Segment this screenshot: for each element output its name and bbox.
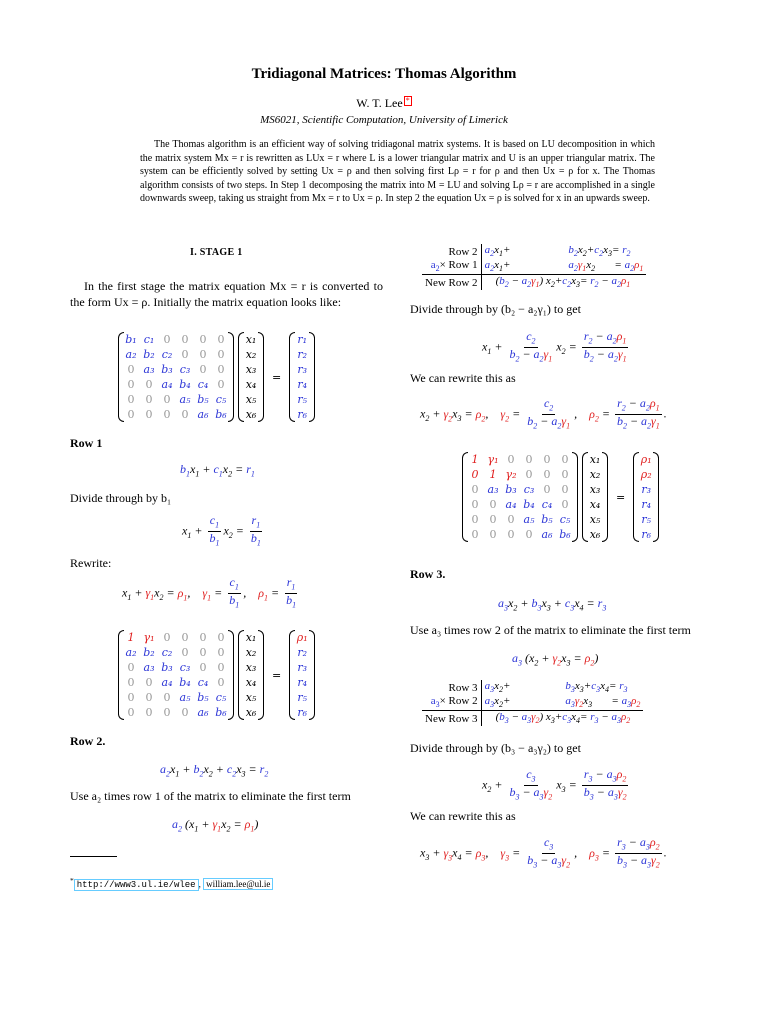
gamma1-rho1-definition: $x_1 + \gamma_1x_2 = \rho_1$, $\gamma_1$ = $\frac{c_1}{b_1}$ , $\rho_1$ = $\frac{r_1}{b_1}$ bbox=[122, 575, 297, 610]
vector-entry: x₂ bbox=[245, 348, 257, 361]
matrix-cell: 1 bbox=[471, 453, 479, 466]
vector-entry: r₆ bbox=[641, 528, 652, 541]
use-a2-text: Use a₂ times row 1 of the matrix to eliminate the first term bbox=[70, 789, 351, 803]
matrix-cell: 0 bbox=[163, 631, 171, 644]
vector-entry: x₁ bbox=[589, 453, 601, 466]
row-label: New Row 3 bbox=[422, 711, 481, 727]
footnote-link[interactable]: * bbox=[405, 96, 410, 105]
tridiagonal-matrix bbox=[118, 332, 234, 422]
matrix-cell: 0 bbox=[525, 468, 533, 481]
matrix-cell: b₅ bbox=[541, 513, 553, 526]
vector-entry: ρ₂ bbox=[640, 468, 652, 481]
matrix-cell: 0 bbox=[181, 348, 189, 361]
matrix-cell: 0 bbox=[145, 676, 153, 689]
gamma2-rho2-definition: $x_2 + \gamma_2x_3 = \rho_2$, $\gamma_2$ = $\frac{c_2}{b_2 - a_2\gamma_1}$ , $\rho_2$ = $\frac{r_2 - a_2\rho_1}{b_2 - a_2\gamma_1}$ . bbox=[420, 396, 667, 431]
matrix-cell: b₃ bbox=[505, 483, 517, 496]
matrix-cell: 0 bbox=[489, 498, 497, 511]
divide-text-3: Divide through by (b₃ − a₃γ₂) to get bbox=[410, 741, 581, 755]
rewrite-text-2: We can rewrite this as bbox=[410, 371, 516, 385]
matrix-cell: 0 bbox=[471, 513, 479, 526]
matrix-cell: 0 bbox=[217, 348, 225, 361]
matrix-cell: b₄ bbox=[523, 498, 535, 511]
matrix-cell: c₃ bbox=[523, 483, 535, 496]
matrix-cell: b₆ bbox=[559, 528, 571, 541]
matrix-cell: 1 bbox=[489, 468, 497, 481]
vector-entry: r₃ bbox=[641, 483, 652, 496]
matrix-cell: 0 bbox=[561, 498, 569, 511]
vector-entry: r₆ bbox=[297, 408, 308, 421]
vector-entry: r₄ bbox=[641, 498, 652, 511]
matrix-cell: b₅ bbox=[197, 393, 209, 406]
vector-entry: r₅ bbox=[297, 393, 308, 406]
matrix-cell: a₂ bbox=[125, 646, 137, 659]
vector-entry: r₃ bbox=[297, 363, 308, 376]
matrix-cell: 0 bbox=[181, 706, 189, 719]
matrix-cell: γ₁ bbox=[487, 453, 499, 466]
vector-entry: x₃ bbox=[589, 483, 601, 496]
matrix-cell: b₁ bbox=[125, 333, 137, 346]
row-operation-table-3: Row 3 $a_3x_2+$ $b_3x_3+c_3x_4= r_3$ $a_3\times$ Row 2 $a_3x_2+$ $a_3\gamma_2x_3$ = $a_3\rho_2$ New Row 3 $(b_3 - a_3\gamma_2)$ $x_3+c_3x_4= r_3 - a_3\rho_2$ bbox=[422, 680, 643, 726]
gamma3-rho3-definition: $x_3 + \gamma_3x_4 = \rho_3$, $\gamma_3$ = $\frac{c_3}{b_3 - a_3\gamma_2}$ , $\rho_3$ = $\frac{r_3 - a_3\rho_2}{b_3 - a_3\gamma_2}$ . bbox=[420, 835, 667, 870]
matrix-cell: 0 bbox=[127, 378, 135, 391]
matrix-cell: 0 bbox=[525, 453, 533, 466]
rho-vector bbox=[633, 452, 659, 542]
matrix-cell: 0 bbox=[561, 483, 569, 496]
vector-entry: x₆ bbox=[245, 408, 257, 421]
matrix-cell: b₂ bbox=[143, 646, 155, 659]
footnote-mark: * bbox=[70, 876, 74, 885]
x-vector bbox=[582, 452, 608, 542]
row3-heading: Row 3. bbox=[410, 567, 446, 581]
r-vector bbox=[289, 332, 315, 422]
vector-entry: ρ₁ bbox=[640, 453, 652, 466]
matrix-cell: 0 bbox=[471, 498, 479, 511]
vector-entry: x₆ bbox=[589, 528, 601, 541]
matrix-cell: a₆ bbox=[541, 528, 553, 541]
row2-heading: Row 2. bbox=[70, 734, 106, 748]
matrix-equation-2: 1 γ₁ 0 0 0 0 a₂ b₂ c₂ 0 0 0 0 a₃ b₃ c₃ 0 0 0 0 a₄ b₄ c₄ 0 0 0 0 a₅ b₅ c₅ 0 0 0 0 a₆ b₆ x₁ x₂ x₃ x₄ x₅ x₆ = ρ₁ r₂ r₃ r₄ r₅ r₆ bbox=[118, 630, 315, 720]
vector-entry: ρ₁ bbox=[296, 631, 308, 644]
paper-title: Tridiagonal Matrices: Thomas Algorithm bbox=[251, 66, 517, 82]
vector-entry: r₁ bbox=[297, 333, 308, 346]
matrix-cell: c₃ bbox=[179, 661, 191, 674]
matrix-cell: a₆ bbox=[197, 706, 209, 719]
matrix-cell: 0 bbox=[543, 483, 551, 496]
matrix-cell: a₃ bbox=[143, 363, 155, 376]
matrix-cell: 0 bbox=[471, 528, 479, 541]
footnote-rule bbox=[70, 856, 117, 857]
x-vector bbox=[238, 332, 264, 422]
matrix-cell: 0 bbox=[217, 333, 225, 346]
matrix-cell: c₅ bbox=[215, 393, 227, 406]
vector-entry: r₃ bbox=[297, 661, 308, 674]
matrix-cell: γ₁ bbox=[143, 631, 155, 644]
matrix-cell: 0 bbox=[199, 333, 207, 346]
matrix-cell: 0 bbox=[217, 378, 225, 391]
matrix-cell: c₅ bbox=[215, 691, 227, 704]
row3-equation: $a_3x_2 + b_3x_3 + c_3x_4 = r_3$ bbox=[498, 596, 607, 613]
row-label: New Row 2 bbox=[422, 275, 481, 291]
matrix-cell: c₅ bbox=[559, 513, 571, 526]
intro-paragraph: In the first stage the matrix equation Mx = r is converted to the form Ux = ρ. Initially the matrix equation looks like: bbox=[70, 279, 383, 309]
vector-entry: r₄ bbox=[297, 378, 308, 391]
matrix-cell: 0 bbox=[471, 483, 479, 496]
matrix-cell: 0 bbox=[199, 646, 207, 659]
matrix-cell: 0 bbox=[181, 646, 189, 659]
matrix-cell: 0 bbox=[145, 378, 153, 391]
matrix-cell: 0 bbox=[507, 513, 515, 526]
rewrite-label: Rewrite: bbox=[70, 556, 112, 570]
vector-entry: r₅ bbox=[641, 513, 652, 526]
a3-multiplied-row2: $a_3$ $(x_2 + \gamma_2x_3 = \rho_2)$ bbox=[512, 651, 599, 668]
matrix-cell: b₃ bbox=[161, 363, 173, 376]
matrix-cell: c₂ bbox=[161, 646, 173, 659]
row2-equation: $a_2x_1 + b_2x_2 + c_2x_3 = r_2$ bbox=[160, 762, 269, 779]
matrix-cell: c₂ bbox=[161, 348, 173, 361]
matrix-after-row2 bbox=[462, 452, 578, 542]
matrix-cell: 0 bbox=[217, 661, 225, 674]
vector-entry: r₅ bbox=[297, 691, 308, 704]
matrix-cell: a₅ bbox=[179, 691, 191, 704]
matrix-cell: 0 bbox=[145, 393, 153, 406]
matrix-cell: c₃ bbox=[179, 363, 191, 376]
matrix-cell: 0 bbox=[217, 646, 225, 659]
matrix-cell: b₃ bbox=[161, 661, 173, 674]
divided-row2: $x_1$ + $\frac{c_2}{b_2 - a_2\gamma_1}$ $x_2$ = $\frac{r_2 - a_2\rho_1}{b_2 - a_2\gamma_1}$ bbox=[482, 329, 627, 364]
matrix-cell: a₃ bbox=[487, 483, 499, 496]
vector-entry: x₅ bbox=[245, 393, 257, 406]
matrix-cell: 0 bbox=[199, 348, 207, 361]
matrix-cell: b₄ bbox=[179, 378, 191, 391]
x-vector bbox=[238, 630, 264, 720]
matrix-cell: b₅ bbox=[197, 691, 209, 704]
matrix-cell: 0 bbox=[199, 363, 207, 376]
matrix-cell: a₅ bbox=[179, 393, 191, 406]
a2-multiplied-row1: $a_2$ $(x_1 + \gamma_1x_2 = \rho_1)$ bbox=[172, 817, 259, 834]
matrix-cell: 0 bbox=[217, 631, 225, 644]
matrix-cell: 0 bbox=[163, 706, 171, 719]
homepage-link[interactable]: http://www3.ul.ie/wlee bbox=[74, 879, 199, 891]
divided-row1: $x_1$ + $\frac{c_1}{b_1}$ $x_2$ = $\frac{r_1}{b_1}$ bbox=[182, 513, 261, 548]
author-line bbox=[0, 96, 768, 111]
row-label: Row 3 bbox=[422, 680, 481, 695]
matrix-cell: a₂ bbox=[125, 348, 137, 361]
vector-entry: x₂ bbox=[589, 468, 601, 481]
matrix-cell: 0 bbox=[561, 453, 569, 466]
vector-entry: r₆ bbox=[297, 706, 308, 719]
matrix-cell: 0 bbox=[145, 691, 153, 704]
row-operation-table-2: Row 2 $a_2x_1+$ $b_2x_2+c_2x_3= r_2$ $a_2\times$ Row 1 $a_2x_1+$ $a_2\gamma_1x_2$ = $a_2\rho_1$ New Row 2 $(b_2 - a_2\gamma_1)$ $x_2+c_2x_3= r_2 - a_2\rho_1$ bbox=[422, 244, 646, 290]
matrix-cell: 0 bbox=[489, 513, 497, 526]
matrix-cell: 0 bbox=[471, 468, 479, 481]
matrix-cell: b₂ bbox=[143, 348, 155, 361]
matrix-cell: a₅ bbox=[523, 513, 535, 526]
matrix-cell: 0 bbox=[163, 393, 171, 406]
vector-entry: x₁ bbox=[245, 631, 257, 644]
matrix-cell: 0 bbox=[145, 706, 153, 719]
matrix-cell: 0 bbox=[543, 453, 551, 466]
row1-heading: Row 1 bbox=[70, 436, 103, 450]
vector-entry: r₄ bbox=[297, 676, 308, 689]
vector-entry: x₄ bbox=[589, 498, 601, 511]
matrix-cell: a₄ bbox=[161, 676, 173, 689]
matrix-cell: a₄ bbox=[505, 498, 517, 511]
divide-b1: Divide through by b₁ bbox=[70, 491, 172, 505]
matrix-cell: 0 bbox=[561, 468, 569, 481]
matrix-cell: c₄ bbox=[197, 676, 209, 689]
affiliation: MS6021, Scientific Computation, University of Limerick bbox=[260, 114, 508, 126]
matrix-cell: 0 bbox=[507, 528, 515, 541]
section-heading: I. STAGE 1 bbox=[190, 247, 243, 258]
matrix-cell: 0 bbox=[127, 408, 135, 421]
matrix-cell: 0 bbox=[525, 528, 533, 541]
matrix-cell: 0 bbox=[181, 631, 189, 644]
matrix-cell: 0 bbox=[127, 676, 135, 689]
matrix-cell: b₆ bbox=[215, 706, 227, 719]
vector-entry: x₃ bbox=[245, 661, 257, 674]
matrix-cell: c₄ bbox=[541, 498, 553, 511]
matrix-cell: 1 bbox=[127, 631, 135, 644]
use-a3-text: Use a₃ times row 2 of the matrix to eliminate the first term bbox=[410, 623, 691, 637]
matrix-cell: 0 bbox=[181, 333, 189, 346]
vector-entry: x₁ bbox=[245, 333, 257, 346]
matrix-cell: 0 bbox=[489, 528, 497, 541]
divided-row3: $x_2$ + $\frac{c_3}{b_3 - a_3\gamma_2}$ $x_3$ = $\frac{r_3 - a_3\rho_2}{b_3 - a_3\gamma_2}$ bbox=[482, 767, 627, 802]
matrix-cell: b₄ bbox=[179, 676, 191, 689]
rho-vector bbox=[289, 630, 315, 720]
email-link[interactable]: william.lee@ul.ie bbox=[203, 878, 273, 890]
vector-entry: r₂ bbox=[297, 348, 308, 361]
matrix-cell: 0 bbox=[127, 363, 135, 376]
row-label: Row 2 bbox=[422, 244, 481, 259]
vector-entry: x₃ bbox=[245, 363, 257, 376]
footnote: * http://www3.ul.ie/wlee , william.lee@ul.ie bbox=[70, 876, 273, 890]
matrix-cell: 0 bbox=[163, 408, 171, 421]
matrix-cell: b₆ bbox=[215, 408, 227, 421]
vector-entry: x₂ bbox=[245, 646, 257, 659]
matrix-cell: 0 bbox=[199, 631, 207, 644]
vector-entry: x₆ bbox=[245, 706, 257, 719]
matrix-cell: 0 bbox=[507, 453, 515, 466]
matrix-equation-1: b₁ c₁ 0 0 0 0 a₂ b₂ c₂ 0 0 0 0 a₃ b₃ c₃ 0 0 0 0 a₄ b₄ c₄ 0 0 0 0 a₅ b₅ c₅ 0 0 0 0 a₆ b₆ x₁ x₂ x₃ x₄ x₅ x₆ = r₁ r₂ r₃ r₄ r₅ r₆ bbox=[118, 332, 315, 422]
matrix-cell: 0 bbox=[217, 676, 225, 689]
matrix-cell: 0 bbox=[543, 468, 551, 481]
matrix-cell: 0 bbox=[145, 408, 153, 421]
matrix-cell: 0 bbox=[127, 661, 135, 674]
matrix-cell: 0 bbox=[163, 691, 171, 704]
vector-entry: x₅ bbox=[245, 691, 257, 704]
matrix-cell: 0 bbox=[127, 393, 135, 406]
matrix-cell: γ₂ bbox=[505, 468, 517, 481]
rewrite-text-3: We can rewrite this as bbox=[410, 809, 516, 823]
matrix-cell: a₆ bbox=[197, 408, 209, 421]
matrix-cell: 0 bbox=[181, 408, 189, 421]
matrix-cell: c₁ bbox=[143, 333, 155, 346]
matrix-cell: a₃ bbox=[143, 661, 155, 674]
vector-entry: r₂ bbox=[297, 646, 308, 659]
matrix-equation-3: 1 γ₁ 0 0 0 0 0 1 γ₂ 0 0 0 0 a₃ b₃ c₃ 0 0 0 0 a₄ b₄ c₄ 0 0 0 0 a₅ b₅ c₅ 0 0 0 0 a₆ b₆ x₁ x₂ x₃ x₄ x₅ x₆ = ρ₁ ρ₂ r₃ r₄ r₅ r₆ bbox=[462, 452, 659, 542]
author-name: W. T. Lee bbox=[356, 96, 403, 110]
matrix-cell: c₄ bbox=[197, 378, 209, 391]
matrix-after-row1 bbox=[118, 630, 234, 720]
divide-text-2: Divide through by (b₂ − a₂γ₁) to get bbox=[410, 302, 581, 316]
vector-entry: x₄ bbox=[245, 676, 257, 689]
matrix-cell: a₄ bbox=[161, 378, 173, 391]
matrix-cell: 0 bbox=[127, 691, 135, 704]
matrix-cell: 0 bbox=[127, 706, 135, 719]
matrix-cell: 0 bbox=[199, 661, 207, 674]
abstract: The Thomas algorithm is an efficient way of solving tridiagonal matrix systems. It is based on LU decomposition in which the matrix system Mx = r is rewritten as LUx = r where L is a lower triangular matrix and U is an upper triangular matrix. The system can be efficiently solved by setting Ux = ρ and then solving first Lρ = r for ρ and then Ux = ρ for x. The Thomas algorithm consists of two steps. In Step 1 decomposing the matrix into M = LU and solving Lρ = r are accomplished in a single downwards sweep, taking us straight from Mx = r to Ux = ρ. In step 2 the equation Ux = ρ is solved for x in an upwards sweep. bbox=[140, 139, 655, 204]
matrix-cell: 0 bbox=[163, 333, 171, 346]
vector-entry: x₅ bbox=[589, 513, 601, 526]
row1-equation: $b_1x_1 + c_1x_2 = r_1$ bbox=[180, 462, 255, 479]
matrix-cell: 0 bbox=[217, 363, 225, 376]
vector-entry: x₄ bbox=[245, 378, 257, 391]
